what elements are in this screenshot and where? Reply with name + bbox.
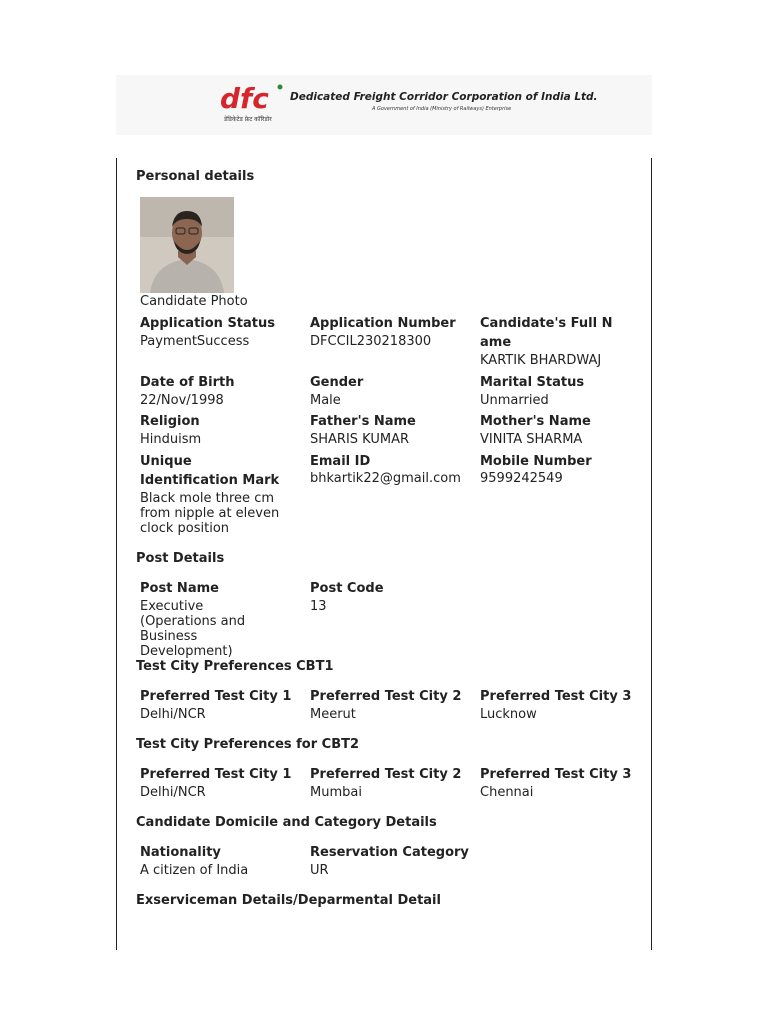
marital-status-label: Marital Status — [480, 375, 585, 390]
email-label: Email ID — [310, 454, 371, 469]
cbt2-city2-value: Mumbai — [310, 785, 362, 800]
gender-label: Gender — [310, 375, 364, 390]
org-name: Dedicated Freight Corridor Corporation of India Ltd. — [290, 91, 598, 103]
dob-value: 22/Nov/1998 — [140, 393, 224, 408]
personal-details-heading: Personal details — [136, 169, 255, 184]
application-number-value: DFCCIL230218300 — [310, 334, 432, 349]
mobile-number-value: 9599242549 — [480, 471, 563, 486]
gender-value: Male — [310, 393, 341, 408]
cbt1-city2-label: Preferred Test City 2 — [310, 689, 462, 704]
post-code-label: Post Code — [310, 581, 384, 596]
religion-value: Hinduism — [140, 432, 202, 447]
nationality-value: A citizen of India — [140, 863, 249, 878]
cbt1-city1-value: Delhi/NCR — [140, 707, 206, 722]
mother-name-label: Mother's Name — [480, 414, 591, 429]
left-border — [116, 158, 117, 950]
cbt2-city3-value: Chennai — [480, 785, 534, 800]
full-name-label: Candidate's Full Name — [480, 316, 613, 350]
full-name-value: KARTIK BHARDWAJ — [480, 353, 602, 368]
logo-hindi-text: डेडिकेटेड फ्रेट कॉरिडोर — [224, 116, 272, 123]
unique-mark-value: Black mole three cm from nipple at eleven clock position — [140, 491, 280, 536]
domicile-heading: Candidate Domicile and Category Details — [136, 815, 437, 830]
cbt2-heading: Test City Preferences for CBT2 — [136, 737, 360, 752]
father-name-value: SHARIS KUMAR — [310, 432, 410, 447]
candidate-photo — [140, 197, 234, 293]
dfccil-logo — [218, 80, 288, 125]
post-details-heading: Post Details — [136, 551, 225, 566]
post-name-value: Executive (Operations and Business Development) — [140, 599, 246, 659]
application-status-value: PaymentSuccess — [140, 334, 250, 349]
reservation-category-label: Reservation Category — [310, 845, 469, 860]
cbt1-city1-label: Preferred Test City 1 — [140, 689, 292, 704]
exserviceman-heading: Exserviceman Details/Deparmental Detail — [136, 893, 441, 908]
right-border — [651, 158, 652, 950]
mother-name-value: VINITA SHARMA — [480, 432, 583, 447]
logo-text: dfc — [220, 82, 269, 115]
application-status-label: Application Status — [140, 316, 276, 331]
org-subtitle: A Government of India (Ministry of Railways) Enterprise — [372, 106, 512, 112]
cbt2-city1-label: Preferred Test City 1 — [140, 767, 292, 782]
cbt1-city3-label: Preferred Test City 3 — [480, 689, 632, 704]
photo-caption: Candidate Photo — [140, 294, 248, 309]
cbt1-city2-value: Meerut — [310, 707, 356, 722]
cbt2-city2-label: Preferred Test City 2 — [310, 767, 462, 782]
mobile-number-label: Mobile Number — [480, 454, 592, 469]
cbt2-city3-label: Preferred Test City 3 — [480, 767, 632, 782]
post-code-value: 13 — [310, 599, 327, 614]
cbt2-city1-value: Delhi/NCR — [140, 785, 206, 800]
header-banner — [116, 75, 652, 135]
cbt1-heading: Test City Preferences CBT1 — [136, 659, 334, 674]
reservation-category-value: UR — [310, 863, 329, 878]
nationality-label: Nationality — [140, 845, 221, 860]
dob-label: Date of Birth — [140, 375, 235, 390]
post-name-label: Post Name — [140, 581, 219, 596]
application-number-label: Application Number — [310, 316, 456, 331]
email-value: bhkartik22@gmail.com — [310, 471, 461, 486]
marital-status-value: Unmarried — [480, 393, 549, 408]
unique-mark-label: Unique Identification Mark — [140, 454, 280, 488]
religion-label: Religion — [140, 414, 200, 429]
cbt1-city3-value: Lucknow — [480, 707, 537, 722]
father-name-label: Father's Name — [310, 414, 416, 429]
